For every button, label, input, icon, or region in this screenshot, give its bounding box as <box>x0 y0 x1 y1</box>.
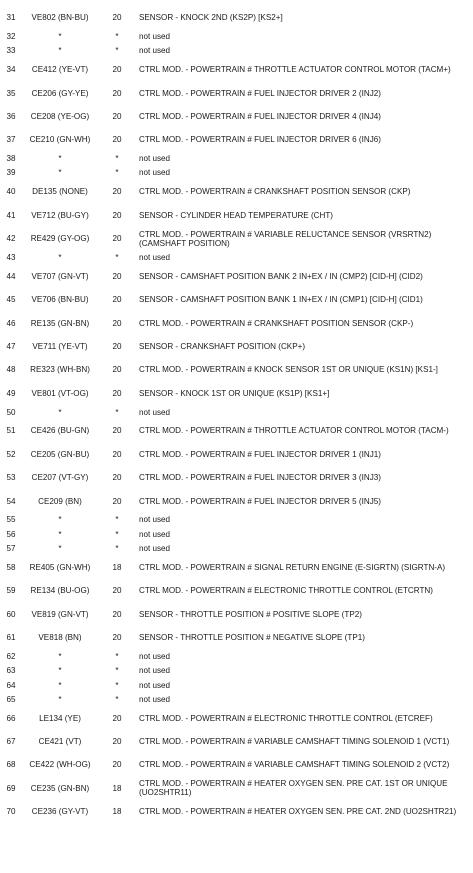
table-row <box>0 152 473 166</box>
circuit-description: not used <box>139 407 171 417</box>
pin-number: 69 <box>6 783 16 793</box>
pin-number: 44 <box>6 271 16 281</box>
table-row <box>0 105 473 128</box>
wire-gauge: * <box>115 252 119 262</box>
table-row <box>0 405 473 419</box>
pin-number: 61 <box>6 633 16 643</box>
circuit-id: VE706 (BN-BU) <box>31 295 89 305</box>
wire-gauge: * <box>115 407 119 417</box>
pin-number: 64 <box>6 680 16 690</box>
wire-gauge: * <box>115 154 119 164</box>
circuit-description: SENSOR - CRANKSHAFT POSITION (CKP+) <box>139 341 306 351</box>
circuit-description: CTRL MOD. - POWERTRAIN # HEATER OXYGEN SEN. PRE CAT. 2ND (UO2SHTR21) <box>139 807 457 817</box>
table-row <box>0 382 473 405</box>
circuit-id: * <box>58 694 62 704</box>
pin-number: 67 <box>6 737 16 747</box>
wire-gauge: 20 <box>112 88 122 98</box>
circuit-id: CE422 (WH-OG) <box>29 760 91 770</box>
pin-number: 48 <box>6 365 16 375</box>
pin-number: 37 <box>6 135 16 145</box>
table-row <box>0 288 473 311</box>
wire-gauge: 20 <box>112 187 122 197</box>
wire-gauge: 18 <box>112 783 122 793</box>
circuit-id: * <box>58 32 62 42</box>
wire-gauge: 20 <box>112 586 122 596</box>
wire-gauge: 20 <box>112 365 122 375</box>
pin-number: 58 <box>6 562 16 572</box>
circuit-id: * <box>58 154 62 164</box>
pin-number: 52 <box>6 449 16 459</box>
circuit-id: CE235 (GN-BN) <box>30 783 90 793</box>
table-row <box>0 664 473 678</box>
circuit-description: CTRL MOD. - POWERTRAIN # CRANKSHAFT POSITION SENSOR (CKP-) <box>139 318 414 328</box>
wire-gauge: 20 <box>112 135 122 145</box>
table-row <box>0 265 473 288</box>
table-row <box>0 556 473 579</box>
circuit-id: VE818 (BN) <box>38 633 82 643</box>
table-row <box>0 180 473 203</box>
wire-gauge: 18 <box>112 562 122 572</box>
circuit-id: CE207 (VT-GY) <box>31 473 89 483</box>
table-row <box>0 29 473 43</box>
circuit-id: CE421 (VT) <box>38 737 82 747</box>
wire-gauge: * <box>115 544 119 554</box>
table-row <box>0 227 473 250</box>
circuit-description: SENSOR - CAMSHAFT POSITION BANK 1 IN+EX / IN (CMP1) [CID-H] (CID1) <box>139 295 423 305</box>
pin-number: 46 <box>6 318 16 328</box>
pin-number: 54 <box>6 496 16 506</box>
circuit-description: CTRL MOD. - POWERTRAIN # FUEL INJECTOR DRIVER 1 (INJ1) <box>139 449 381 459</box>
pin-number: 57 <box>6 544 16 554</box>
table-row <box>0 513 473 527</box>
wire-gauge: * <box>115 529 119 539</box>
table-row <box>0 419 473 442</box>
circuit-description: SENSOR - THROTTLE POSITION # POSITIVE SLOPE (TP2) <box>139 609 362 619</box>
circuit-description: CTRL MOD. - POWERTRAIN # KNOCK SENSOR 1ST OR UNIQUE (KS1N) [KS1-] <box>139 365 438 375</box>
circuit-id: * <box>58 407 62 417</box>
pin-number: 38 <box>6 154 16 164</box>
circuit-id: CE208 (YE-OG) <box>30 111 90 121</box>
circuit-description: CTRL MOD. - POWERTRAIN # FUEL INJECTOR DRIVER 6 (INJ6) <box>139 135 381 145</box>
table-row <box>0 44 473 58</box>
circuit-description: not used <box>139 680 171 690</box>
circuit-id: * <box>58 529 62 539</box>
wire-gauge: 20 <box>112 473 122 483</box>
pin-number: 70 <box>6 807 16 817</box>
pin-number: 66 <box>6 713 16 723</box>
table-row <box>0 204 473 227</box>
wire-gauge: 20 <box>112 65 122 75</box>
circuit-id: RE429 (GY-OG) <box>30 234 90 244</box>
circuit-description: CTRL MOD. - POWERTRAIN # VARIABLE RELUCTANCE SENSOR (VRSRTN2) (CAMSHAFT POSITION) <box>139 229 432 248</box>
circuit-id: * <box>58 46 62 56</box>
circuit-id: VE819 (GN-VT) <box>31 609 89 619</box>
circuit-id: * <box>58 651 62 661</box>
wire-gauge: 20 <box>112 760 122 770</box>
table-row <box>0 692 473 706</box>
circuit-id: CE205 (GN-BU) <box>30 449 90 459</box>
circuit-description: not used <box>139 168 171 178</box>
circuit-id: * <box>58 168 62 178</box>
circuit-id: * <box>58 666 62 676</box>
circuit-description: CTRL MOD. - POWERTRAIN # VARIABLE CAMSHAFT TIMING SOLENOID 2 (VCT2) <box>139 760 450 770</box>
table-row <box>0 541 473 555</box>
wire-gauge: * <box>115 168 119 178</box>
circuit-description: SENSOR - KNOCK 2ND (KS2P) [KS2+] <box>139 13 283 23</box>
circuit-id: VE712 (BU-GY) <box>31 210 89 220</box>
pin-number: 49 <box>6 388 16 398</box>
pin-number: 51 <box>6 426 16 436</box>
wire-gauge: * <box>115 32 119 42</box>
pin-number: 31 <box>6 13 16 23</box>
table-row <box>0 311 473 334</box>
wire-gauge: * <box>115 680 119 690</box>
pin-number: 59 <box>6 586 16 596</box>
wire-gauge: 20 <box>112 633 122 643</box>
circuit-description: CTRL MOD. - POWERTRAIN # FUEL INJECTOR DRIVER 2 (INJ2) <box>139 88 381 98</box>
pin-number: 40 <box>6 187 16 197</box>
table-row <box>0 753 473 776</box>
circuit-description: SENSOR - THROTTLE POSITION # NEGATIVE SLOPE (TP1) <box>139 633 365 643</box>
circuit-description: not used <box>139 529 171 539</box>
wire-gauge: * <box>115 515 119 525</box>
circuit-id: VE801 (VT-OG) <box>31 388 89 398</box>
wire-gauge: 18 <box>112 807 122 817</box>
wire-gauge: 20 <box>112 234 122 244</box>
circuit-description: CTRL MOD. - POWERTRAIN # ELECTRONIC THROTTLE CONTROL (ETCREF) <box>139 713 433 723</box>
pin-number: 60 <box>6 609 16 619</box>
table-row <box>0 335 473 358</box>
pin-number: 63 <box>6 666 16 676</box>
pin-number: 47 <box>6 341 16 351</box>
table-row <box>0 602 473 625</box>
table-row <box>0 128 473 151</box>
wire-gauge: 20 <box>112 449 122 459</box>
circuit-description: not used <box>139 154 171 164</box>
circuit-description: not used <box>139 515 171 525</box>
wire-gauge: 20 <box>112 111 122 121</box>
pin-number: 43 <box>6 252 16 262</box>
circuit-id: * <box>58 680 62 690</box>
table-row <box>0 81 473 104</box>
circuit-id: RE134 (BU-OG) <box>30 586 90 596</box>
pinout-rows <box>0 6 473 823</box>
table-row <box>0 678 473 692</box>
circuit-description: SENSOR - KNOCK 1ST OR UNIQUE (KS1P) [KS1+] <box>139 388 330 398</box>
circuit-description: SENSOR - CAMSHAFT POSITION BANK 2 IN+EX / IN (CMP2) [CID-H] (CID2) <box>139 271 423 281</box>
table-row <box>0 777 473 800</box>
table-row <box>0 649 473 663</box>
table-row <box>0 800 473 823</box>
circuit-description: CTRL MOD. - POWERTRAIN # FUEL INJECTOR DRIVER 5 (INJ5) <box>139 496 381 506</box>
pin-number: 53 <box>6 473 16 483</box>
wire-gauge: 20 <box>112 388 122 398</box>
wire-gauge: * <box>115 666 119 676</box>
wire-gauge: 20 <box>112 713 122 723</box>
wire-gauge: 20 <box>112 271 122 281</box>
pin-number: 36 <box>6 111 16 121</box>
circuit-description: CTRL MOD. - POWERTRAIN # FUEL INJECTOR DRIVER 4 (INJ4) <box>139 111 381 121</box>
table-row <box>0 166 473 180</box>
circuit-id: VE711 (YE-VT) <box>32 341 88 351</box>
wire-gauge: 20 <box>112 210 122 220</box>
table-row <box>0 706 473 729</box>
circuit-description: not used <box>139 46 171 56</box>
wire-gauge: 20 <box>112 295 122 305</box>
table-row <box>0 250 473 264</box>
circuit-id: LE134 (YE) <box>39 713 81 723</box>
circuit-description: not used <box>139 694 171 704</box>
table-row <box>0 6 473 29</box>
pin-number: 62 <box>6 651 16 661</box>
circuit-description: not used <box>139 32 171 42</box>
wire-gauge: * <box>115 46 119 56</box>
circuit-id: * <box>58 544 62 554</box>
pin-number: 45 <box>6 295 16 305</box>
circuit-id: RE323 (WH-BN) <box>30 365 90 375</box>
pin-number: 34 <box>6 65 16 75</box>
circuit-id: VE707 (GN-VT) <box>31 271 89 281</box>
circuit-id: DE135 (NONE) <box>32 187 88 197</box>
table-row <box>0 730 473 753</box>
pin-number: 55 <box>6 515 16 525</box>
wire-gauge: 20 <box>112 609 122 619</box>
circuit-description: not used <box>139 651 171 661</box>
table-row <box>0 527 473 541</box>
circuit-description: CTRL MOD. - POWERTRAIN # CRANKSHAFT POSITION SENSOR (CKP) <box>139 187 411 197</box>
pin-number: 35 <box>6 88 16 98</box>
circuit-description: CTRL MOD. - POWERTRAIN # HEATER OXYGEN SEN. PRE CAT. 1ST OR UNIQUE (UO2SHTR11) <box>139 779 448 798</box>
pin-number: 65 <box>6 694 16 704</box>
wire-gauge: * <box>115 694 119 704</box>
circuit-description: not used <box>139 666 171 676</box>
circuit-id: CE412 (YE-VT) <box>31 65 89 75</box>
pin-number: 33 <box>6 46 16 56</box>
table-row <box>0 579 473 602</box>
circuit-id: VE802 (BN-BU) <box>31 13 89 23</box>
circuit-id: CE210 (GN-WH) <box>29 135 91 145</box>
circuit-id: CE209 (BN) <box>38 496 82 506</box>
wire-gauge: 20 <box>112 737 122 747</box>
circuit-description: CTRL MOD. - POWERTRAIN # THROTTLE ACTUATOR CONTROL MOTOR (TACM-) <box>139 426 449 436</box>
pin-number: 50 <box>6 407 16 417</box>
pin-number: 42 <box>6 234 16 244</box>
wire-gauge: 20 <box>112 496 122 506</box>
wire-gauge: 20 <box>112 426 122 436</box>
circuit-description: CTRL MOD. - POWERTRAIN # VARIABLE CAMSHAFT TIMING SOLENOID 1 (VCT1) <box>139 737 450 747</box>
circuit-description: CTRL MOD. - POWERTRAIN # SIGNAL RETURN ENGINE (E-SIGRTN) (SIGRTN-A) <box>139 562 446 572</box>
wire-gauge: 20 <box>112 13 122 23</box>
table-row <box>0 443 473 466</box>
table-row <box>0 626 473 649</box>
circuit-description: CTRL MOD. - POWERTRAIN # ELECTRONIC THROTTLE CONTROL (ETCRTN) <box>139 586 433 596</box>
circuit-id: CE236 (GY-VT) <box>31 807 89 817</box>
pin-number: 56 <box>6 529 16 539</box>
circuit-id: RE405 (GN-WH) <box>29 562 91 572</box>
circuit-description: not used <box>139 544 171 554</box>
circuit-id: * <box>58 252 62 262</box>
table-row <box>0 358 473 381</box>
table-row <box>0 58 473 81</box>
table-row <box>0 466 473 489</box>
circuit-id: CE206 (GY-YE) <box>31 88 89 98</box>
pin-number: 32 <box>6 32 16 42</box>
circuit-description: CTRL MOD. - POWERTRAIN # FUEL INJECTOR DRIVER 3 (INJ3) <box>139 473 381 483</box>
wire-gauge: * <box>115 651 119 661</box>
pin-number: 41 <box>6 210 16 220</box>
wire-gauge: 20 <box>112 341 122 351</box>
circuit-id: CE426 (BU-GN) <box>30 426 90 436</box>
circuit-description: CTRL MOD. - POWERTRAIN # THROTTLE ACTUATOR CONTROL MOTOR (TACM+) <box>139 65 451 75</box>
circuit-id: RE135 (GN-BN) <box>30 318 90 328</box>
circuit-description: SENSOR - CYLINDER HEAD TEMPERATURE (CHT) <box>139 210 333 220</box>
table-row <box>0 489 473 512</box>
circuit-description: not used <box>139 252 171 262</box>
pin-number: 68 <box>6 760 16 770</box>
pin-number: 39 <box>6 168 16 178</box>
circuit-id: * <box>58 515 62 525</box>
wire-gauge: 20 <box>112 318 122 328</box>
